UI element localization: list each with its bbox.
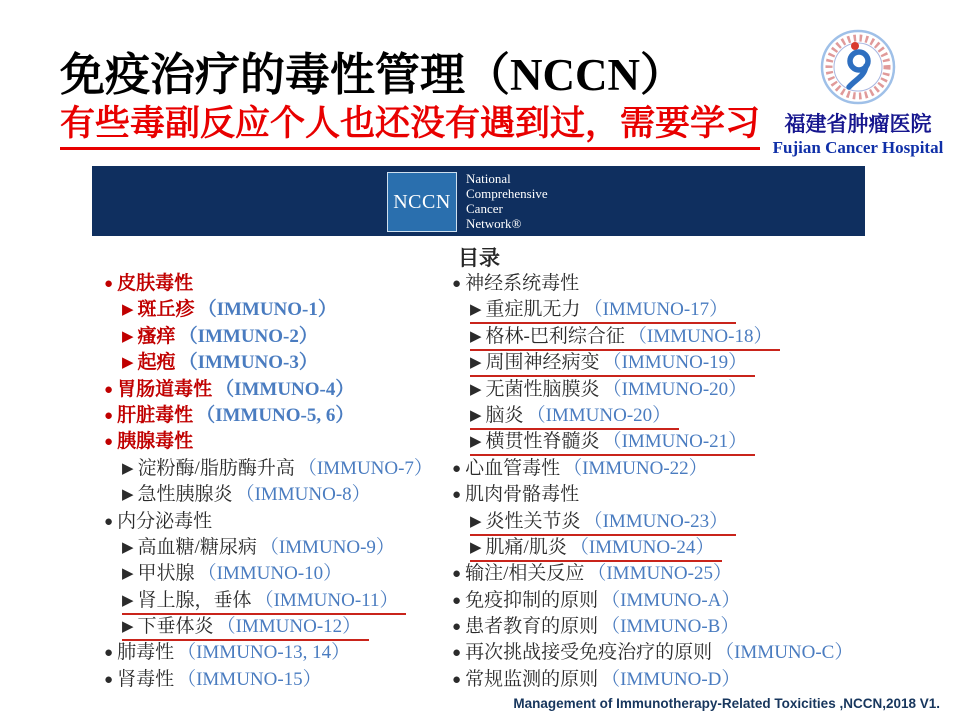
toc-item-label: 肾毒性 bbox=[117, 668, 175, 690]
toc-item-content bbox=[104, 641, 350, 665]
toc-item-label: 常规监测的原则 bbox=[465, 668, 599, 690]
triangle-bullet-icon: ▶ bbox=[470, 302, 482, 319]
toc-item-content bbox=[452, 641, 853, 665]
toc-item-content bbox=[104, 404, 354, 428]
toc-item-ref: （IMMUNO-20） bbox=[602, 378, 748, 400]
triangle-bullet-icon: ▶ bbox=[122, 487, 134, 504]
toc-item bbox=[452, 429, 882, 455]
circle-bullet-icon: ● bbox=[104, 434, 114, 451]
toc-item-content-annotated bbox=[470, 351, 755, 377]
hospital-name-en: Fujian Cancer Hospital bbox=[772, 138, 944, 157]
nccn-acronym: NCCN bbox=[393, 190, 451, 213]
toc-item-content-annotated bbox=[122, 589, 406, 615]
toc-item-content bbox=[122, 562, 342, 586]
toc-item-label: 无菌性脑膜炎 bbox=[485, 378, 600, 400]
toc-item-label: 横贯性脊髓炎 bbox=[485, 431, 600, 453]
nccn-name-line: Network® bbox=[466, 216, 522, 231]
triangle-bullet-icon: ▶ bbox=[470, 328, 482, 345]
toc-item-label: 周围神经病变 bbox=[485, 352, 600, 374]
triangle-bullet-icon: ▶ bbox=[470, 355, 482, 372]
triangle-bullet-icon: ▶ bbox=[122, 355, 134, 372]
toc-item-ref: （IMMUNO-25） bbox=[587, 563, 732, 585]
circle-bullet-icon: ● bbox=[104, 276, 114, 292]
slide-subtitle: 有些毒副反应个人也还没有遇到过，需要学习 bbox=[60, 96, 760, 150]
circle-bullet-icon: ● bbox=[452, 645, 462, 662]
toc-item-ref: （IMMUNO-11） bbox=[254, 589, 399, 611]
toc-item-ref: （IMMUNO-7） bbox=[297, 457, 433, 479]
hospital-logo-block bbox=[770, 28, 946, 158]
toc-item bbox=[452, 271, 882, 297]
toc-item-ref: （IMMUNO-D） bbox=[601, 668, 741, 690]
toc-item-label: 再次挑战接受免疫治疗的原则 bbox=[465, 642, 713, 664]
triangle-bullet-icon: ▶ bbox=[470, 539, 482, 556]
toc-item-content bbox=[104, 378, 354, 402]
toc-item bbox=[104, 271, 454, 297]
toc-item bbox=[104, 350, 454, 376]
triangle-bullet-icon: ▶ bbox=[470, 407, 482, 424]
toc-item-label: 肺毒性 bbox=[117, 642, 175, 664]
toc-item-label: 患者教育的原则 bbox=[465, 616, 599, 638]
toc-item-ref: （IMMUNO-17） bbox=[583, 299, 729, 321]
triangle-bullet-icon: ▶ bbox=[470, 434, 482, 451]
toc-item bbox=[452, 350, 882, 376]
circle-bullet-icon: ● bbox=[452, 276, 462, 292]
toc-item bbox=[452, 640, 882, 666]
triangle-bullet-icon: ▶ bbox=[470, 513, 482, 530]
nccn-banner bbox=[92, 166, 865, 236]
toc-right-column bbox=[452, 271, 882, 693]
toc-item-content bbox=[452, 668, 740, 692]
toc-item-label: 肾上腺，垂体 bbox=[137, 589, 252, 611]
toc-item-ref: （IMMUNO-15） bbox=[177, 668, 322, 690]
toc-item-ref: （IMMUNO-19） bbox=[602, 352, 748, 374]
circle-bullet-icon: ● bbox=[452, 487, 462, 504]
toc-item-label: 内分泌毒性 bbox=[117, 510, 213, 532]
toc-item-content bbox=[122, 298, 337, 322]
toc-item-ref: （IMMUNO-24） bbox=[569, 536, 715, 558]
toc-item-content bbox=[104, 510, 212, 534]
toc-item bbox=[452, 535, 882, 561]
toc-item bbox=[452, 561, 882, 587]
nccn-logo-box bbox=[387, 172, 457, 232]
toc-item-content-annotated bbox=[470, 404, 679, 430]
triangle-bullet-icon: ▶ bbox=[122, 592, 134, 609]
toc-item-ref: （IMMUNO-18） bbox=[627, 325, 773, 347]
toc-item bbox=[104, 377, 454, 403]
toc-item-content bbox=[470, 378, 747, 402]
toc-item bbox=[104, 535, 454, 561]
triangle-bullet-icon: ▶ bbox=[122, 328, 134, 345]
toc-item-label: 急性胰腺炎 bbox=[137, 484, 233, 506]
toc-item-label: 淀粉酶/脂肪酶升高 bbox=[137, 457, 295, 479]
circle-bullet-icon: ● bbox=[104, 671, 114, 688]
toc-item-ref: （IMMUNO-1） bbox=[197, 299, 337, 321]
toc-item-content bbox=[452, 457, 708, 481]
toc-item-content bbox=[452, 483, 579, 507]
toc-item-label: 心血管毒性 bbox=[465, 457, 561, 479]
toc-item bbox=[104, 456, 454, 482]
toc-item bbox=[452, 667, 882, 693]
triangle-bullet-icon: ▶ bbox=[122, 539, 134, 556]
toc-item-label: 起疱 bbox=[137, 352, 176, 374]
toc-item-content bbox=[122, 325, 318, 349]
toc-item-label: 输注/相关反应 bbox=[465, 563, 585, 585]
toc-item-content-annotated bbox=[122, 615, 369, 641]
toc-item-ref: （IMMUNO-B） bbox=[601, 616, 740, 638]
toc-item-label: 胃肠道毒性 bbox=[117, 378, 213, 400]
toc-item-label: 神经系统毒性 bbox=[465, 273, 580, 294]
toc-item-label: 炎性关节炎 bbox=[485, 510, 581, 532]
triangle-bullet-icon: ▶ bbox=[122, 460, 134, 477]
toc-item bbox=[104, 509, 454, 535]
circle-bullet-icon: ● bbox=[104, 513, 114, 530]
toc-item-label: 格林-巴利综合征 bbox=[485, 325, 625, 347]
toc-item-label: 脑炎 bbox=[485, 404, 524, 426]
toc-left-column bbox=[104, 271, 454, 693]
toc-item bbox=[452, 482, 882, 508]
nccn-name-line: Cancer bbox=[466, 201, 503, 216]
toc-item bbox=[104, 667, 454, 693]
toc-item-content bbox=[452, 562, 732, 586]
toc-item bbox=[452, 377, 882, 403]
toc-item-label: 重症肌无力 bbox=[485, 299, 581, 321]
toc-item-content bbox=[452, 272, 579, 296]
toc-item-content-annotated bbox=[470, 430, 755, 456]
toc-item bbox=[104, 482, 454, 508]
toc-item bbox=[104, 429, 454, 455]
circle-bullet-icon: ● bbox=[104, 381, 114, 398]
toc-item-label: 免疫抑制的原则 bbox=[465, 589, 599, 611]
toc-item-label: 皮肤毒性 bbox=[117, 273, 194, 294]
triangle-bullet-icon: ▶ bbox=[122, 619, 134, 636]
circle-bullet-icon: ● bbox=[452, 619, 462, 636]
toc-item-content bbox=[452, 615, 739, 639]
toc-item bbox=[452, 614, 882, 640]
toc-item-label: 胰腺毒性 bbox=[117, 431, 194, 453]
toc-item-label: 肌肉骨骼毒性 bbox=[465, 484, 580, 506]
toc-item-content bbox=[104, 272, 193, 296]
toc-item-ref: （IMMUNO-12） bbox=[216, 616, 362, 638]
toc-item bbox=[104, 403, 454, 429]
circle-bullet-icon: ● bbox=[452, 566, 462, 583]
toc-item-label: 下垂体炎 bbox=[137, 616, 214, 638]
nccn-name-line: National bbox=[466, 171, 511, 186]
toc-item bbox=[104, 614, 454, 640]
toc-item-content bbox=[122, 351, 318, 375]
toc-item-ref: （IMMUNO-A） bbox=[601, 589, 741, 611]
toc-item-label: 斑丘疹 bbox=[137, 299, 195, 321]
toc-item-content bbox=[122, 457, 433, 481]
circle-bullet-icon: ● bbox=[104, 407, 114, 424]
toc-item-content bbox=[104, 430, 193, 454]
hospital-logo-icon bbox=[819, 28, 897, 106]
toc-item-content-annotated bbox=[470, 325, 780, 351]
circle-bullet-icon: ● bbox=[452, 592, 462, 609]
toc-item-content-annotated bbox=[470, 298, 736, 324]
toc-item-label: 肌痛/肌炎 bbox=[485, 536, 567, 558]
nccn-full-name bbox=[466, 171, 548, 231]
toc-item-label: 瘙痒 bbox=[137, 325, 176, 347]
toc-item-ref: （IMMUNO-8） bbox=[235, 484, 371, 506]
toc-item-ref: （IMMUNO-13, 14） bbox=[177, 642, 351, 664]
toc-item-ref: （IMMUNO-9） bbox=[259, 536, 395, 558]
toc-item-ref: （IMMUNO-23） bbox=[583, 510, 729, 532]
citation-text: Management of Immunotherapy-Related Toxicities ,NCCN,2018 V1. bbox=[513, 696, 940, 711]
slide-title: 免疫治疗的毒性管理（NCCN） bbox=[60, 50, 685, 100]
toc-item bbox=[452, 588, 882, 614]
toc-item bbox=[104, 561, 454, 587]
toc-item bbox=[452, 403, 882, 429]
toc-item bbox=[104, 640, 454, 666]
toc-item-content bbox=[452, 589, 740, 613]
toc-item-ref: （IMMUNO-10） bbox=[197, 563, 343, 585]
toc-item bbox=[452, 297, 882, 323]
circle-bullet-icon: ● bbox=[452, 460, 462, 477]
toc-item-ref: （IMMUNO-21） bbox=[602, 431, 748, 453]
circle-bullet-icon: ● bbox=[104, 645, 114, 662]
toc-item-ref: （IMMUNO-3） bbox=[178, 352, 318, 374]
toc-item-ref: （IMMUNO-22） bbox=[563, 457, 708, 479]
toc-item-label: 高血糖/糖尿病 bbox=[137, 536, 257, 558]
toc-item bbox=[452, 456, 882, 482]
triangle-bullet-icon: ▶ bbox=[122, 302, 134, 319]
toc-item-content bbox=[122, 536, 395, 560]
toc-item bbox=[104, 297, 454, 323]
circle-bullet-icon: ● bbox=[452, 671, 462, 688]
toc-item-content bbox=[122, 483, 371, 507]
toc-heading: 目录 bbox=[458, 247, 500, 270]
toc-item-content bbox=[104, 668, 322, 692]
toc-item-content-annotated bbox=[470, 510, 736, 536]
toc-item-ref: （IMMUNO-C） bbox=[715, 642, 854, 664]
hospital-name-cn: 福建省肿瘤医院 bbox=[784, 113, 932, 136]
toc-item-ref: （IMMUNO-5, 6） bbox=[196, 404, 355, 426]
toc-item-content-annotated bbox=[470, 536, 722, 562]
toc-item-ref: （IMMUNO-20） bbox=[526, 404, 672, 426]
triangle-bullet-icon: ▶ bbox=[470, 381, 482, 398]
toc-item bbox=[452, 324, 882, 350]
toc-item-label: 肝脏毒性 bbox=[117, 404, 194, 426]
toc-item bbox=[104, 588, 454, 614]
triangle-bullet-icon: ▶ bbox=[122, 566, 134, 583]
toc-item bbox=[452, 509, 882, 535]
toc-item-ref: （IMMUNO-4） bbox=[215, 378, 355, 400]
toc-item bbox=[104, 324, 454, 350]
toc-item-ref: （IMMUNO-2） bbox=[178, 325, 318, 347]
toc-item-label: 甲状腺 bbox=[137, 563, 195, 585]
nccn-name-line: Comprehensive bbox=[466, 186, 548, 201]
